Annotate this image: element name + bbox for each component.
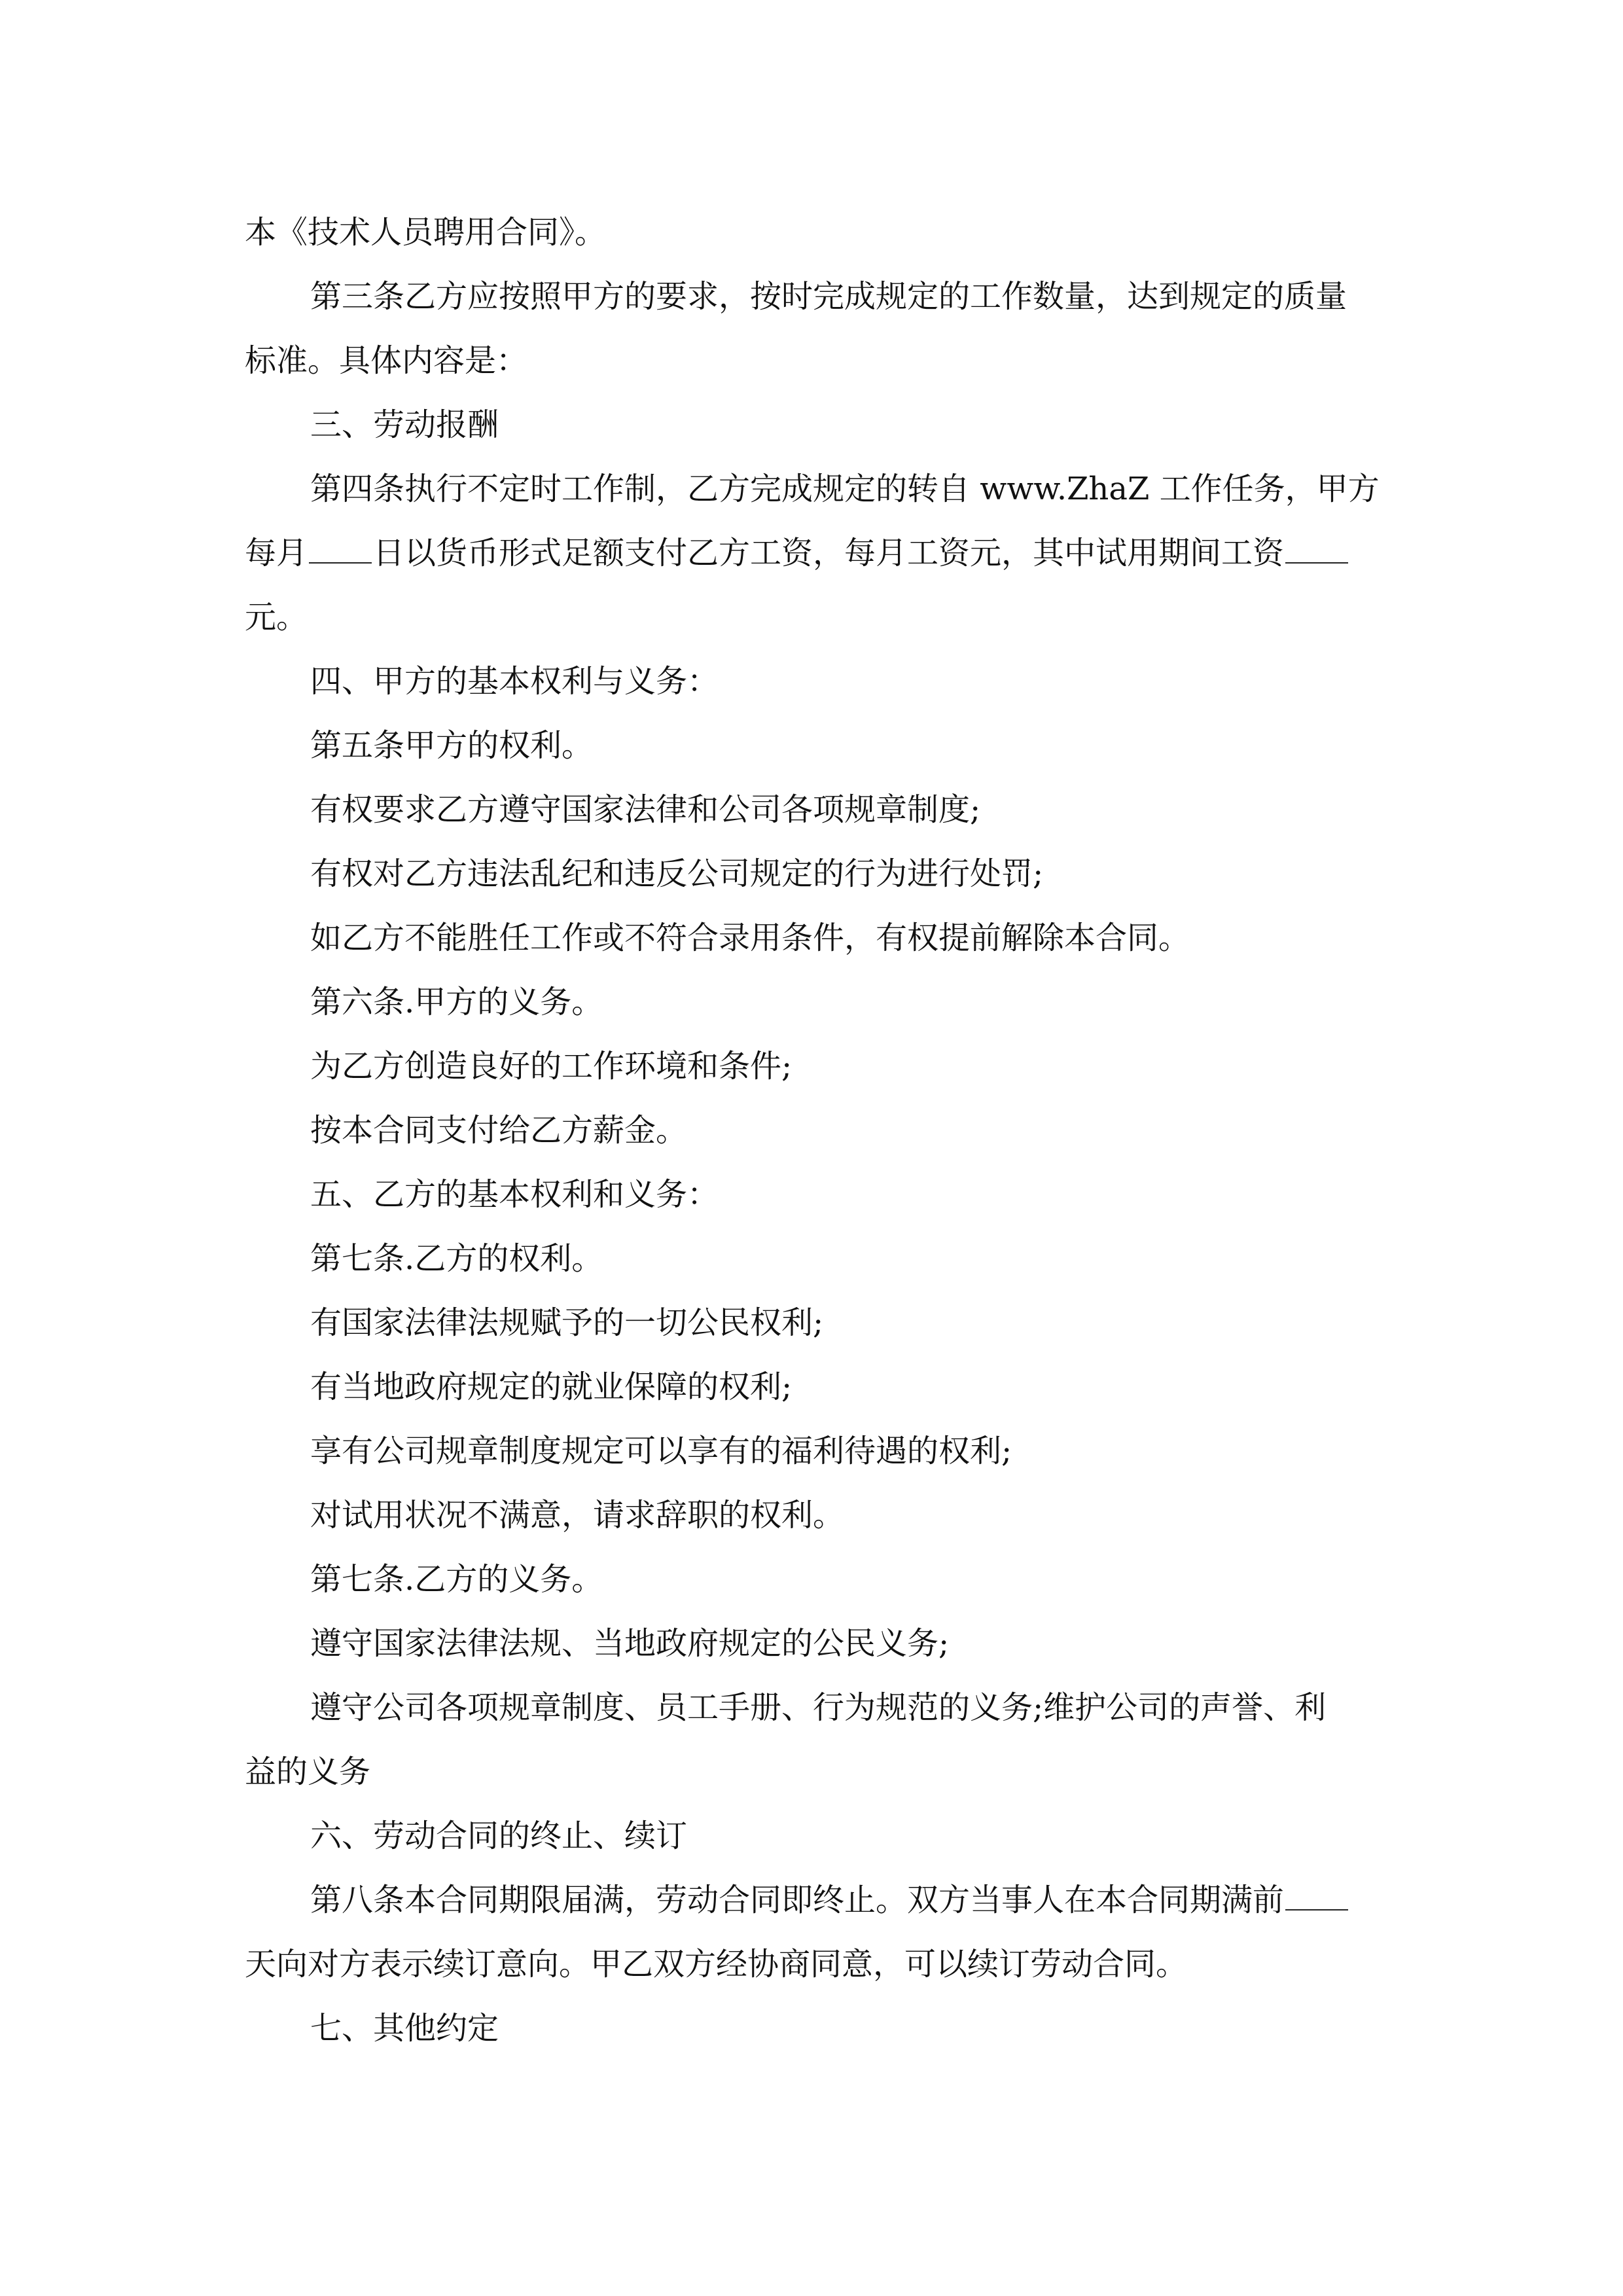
section-heading [245, 1162, 1380, 1227]
paragraph-line [245, 1291, 1380, 1355]
line-text: 遵守公司各项规章制度、员工手册、行为规范的义务;维护公司的声誉、利 [310, 1689, 1327, 1726]
section-heading-text: 七、其他约定 [310, 2010, 499, 2047]
line-text: 有权对乙方违法乱纪和违反公司规定的行为进行处罚; [310, 855, 1044, 892]
paragraph-line [245, 521, 1380, 585]
paragraph-line [245, 457, 1380, 521]
paragraph-line [245, 585, 1380, 649]
paragraph-line [245, 1034, 1380, 1098]
line-text: 遵守国家法律法规、当地政府规定的公民义务; [310, 1625, 950, 1662]
line-text: 第七条.乙方的权利。 [310, 1240, 603, 1277]
line-text: 益的义务 [245, 1753, 371, 1790]
line-text: 标准。具体内容是： [245, 342, 528, 379]
paragraph-line [245, 1676, 1380, 1740]
line-text-part: 每月 [245, 535, 308, 571]
section-heading-text: 四、甲方的基本权利与义务： [310, 663, 719, 700]
line-text: 第五条甲方的权利。 [310, 727, 594, 764]
paragraph-line [245, 1547, 1380, 1611]
line-text: 有权要求乙方遵守国家法律和公司各项规章制度; [310, 791, 981, 828]
paragraph-line [245, 1868, 1380, 1932]
line-text: 天向对方表示续订意向。甲乙双方经协商同意，可以续订劳动合同。 [245, 1946, 1188, 1982]
section-heading-text: 五、乙方的基本权利和义务： [310, 1176, 719, 1213]
line-text: 按本合同支付给乙方薪金。 [310, 1112, 688, 1149]
section-heading-text: 六、劳动合同的终止、续订 [310, 1818, 688, 1854]
paragraph-line [245, 1483, 1380, 1547]
paragraph-line [245, 1227, 1380, 1291]
paragraph-line [245, 1355, 1380, 1419]
paragraph-line [245, 970, 1380, 1034]
line-text: 如乙方不能胜任工作或不符合录用条件，有权提前解除本合同。 [310, 920, 1190, 956]
line-text: 元。 [245, 599, 308, 636]
fill-in-blank[interactable] [1285, 1883, 1348, 1910]
fill-in-blank[interactable] [309, 536, 372, 564]
paragraph-line [245, 778, 1380, 842]
paragraph-line [245, 713, 1380, 778]
paragraph-line [245, 1611, 1380, 1676]
line-text: 第三条乙方应按照甲方的要求，按时完成规定的工作数量，达到规定的质量 [310, 278, 1347, 315]
line-text: 第四条执行不定时工作制，乙方完成规定的转自 www.ZhaZ 工作任务，甲方 [310, 471, 1380, 507]
line-text: 为乙方创造良好的工作环境和条件; [310, 1048, 793, 1085]
paragraph-line [245, 1419, 1380, 1483]
line-text: 对试用状况不满意，请求辞职的权利。 [310, 1497, 845, 1534]
section-heading-text: 三、劳动报酬 [310, 406, 499, 443]
paragraph-line [245, 906, 1380, 970]
section-heading [245, 649, 1380, 713]
line-text: 有当地政府规定的就业保障的权利; [310, 1369, 793, 1405]
line-text: 第七条.乙方的义务。 [310, 1561, 603, 1598]
paragraph-line [245, 842, 1380, 906]
document-body [245, 200, 1380, 2060]
line-text: 享有公司规章制度规定可以享有的福利待遇的权利; [310, 1433, 1012, 1469]
paragraph-line [245, 1932, 1380, 1996]
paragraph-line [245, 264, 1380, 329]
section-heading [245, 393, 1380, 457]
section-heading [245, 1804, 1380, 1868]
line-text: 第八条本合同期限届满，劳动合同即终止。双方当事人在本合同期满前 [310, 1882, 1285, 1918]
line-text: 第六条.甲方的义务。 [310, 984, 603, 1020]
paragraph-line [245, 1098, 1380, 1162]
paragraph-line [245, 329, 1380, 393]
fill-in-blank[interactable] [1285, 536, 1348, 564]
line-text-part: 日以货币形式足额支付乙方工资，每月工资元，其中试用期间工资 [373, 535, 1285, 571]
line-text: 本《技术人员聘用合同》。 [245, 214, 607, 251]
paragraph-line [245, 200, 1380, 264]
section-heading [245, 1996, 1380, 2060]
paragraph-line [245, 1740, 1380, 1804]
line-text: 有国家法律法规赋予的一切公民权利; [310, 1304, 824, 1341]
